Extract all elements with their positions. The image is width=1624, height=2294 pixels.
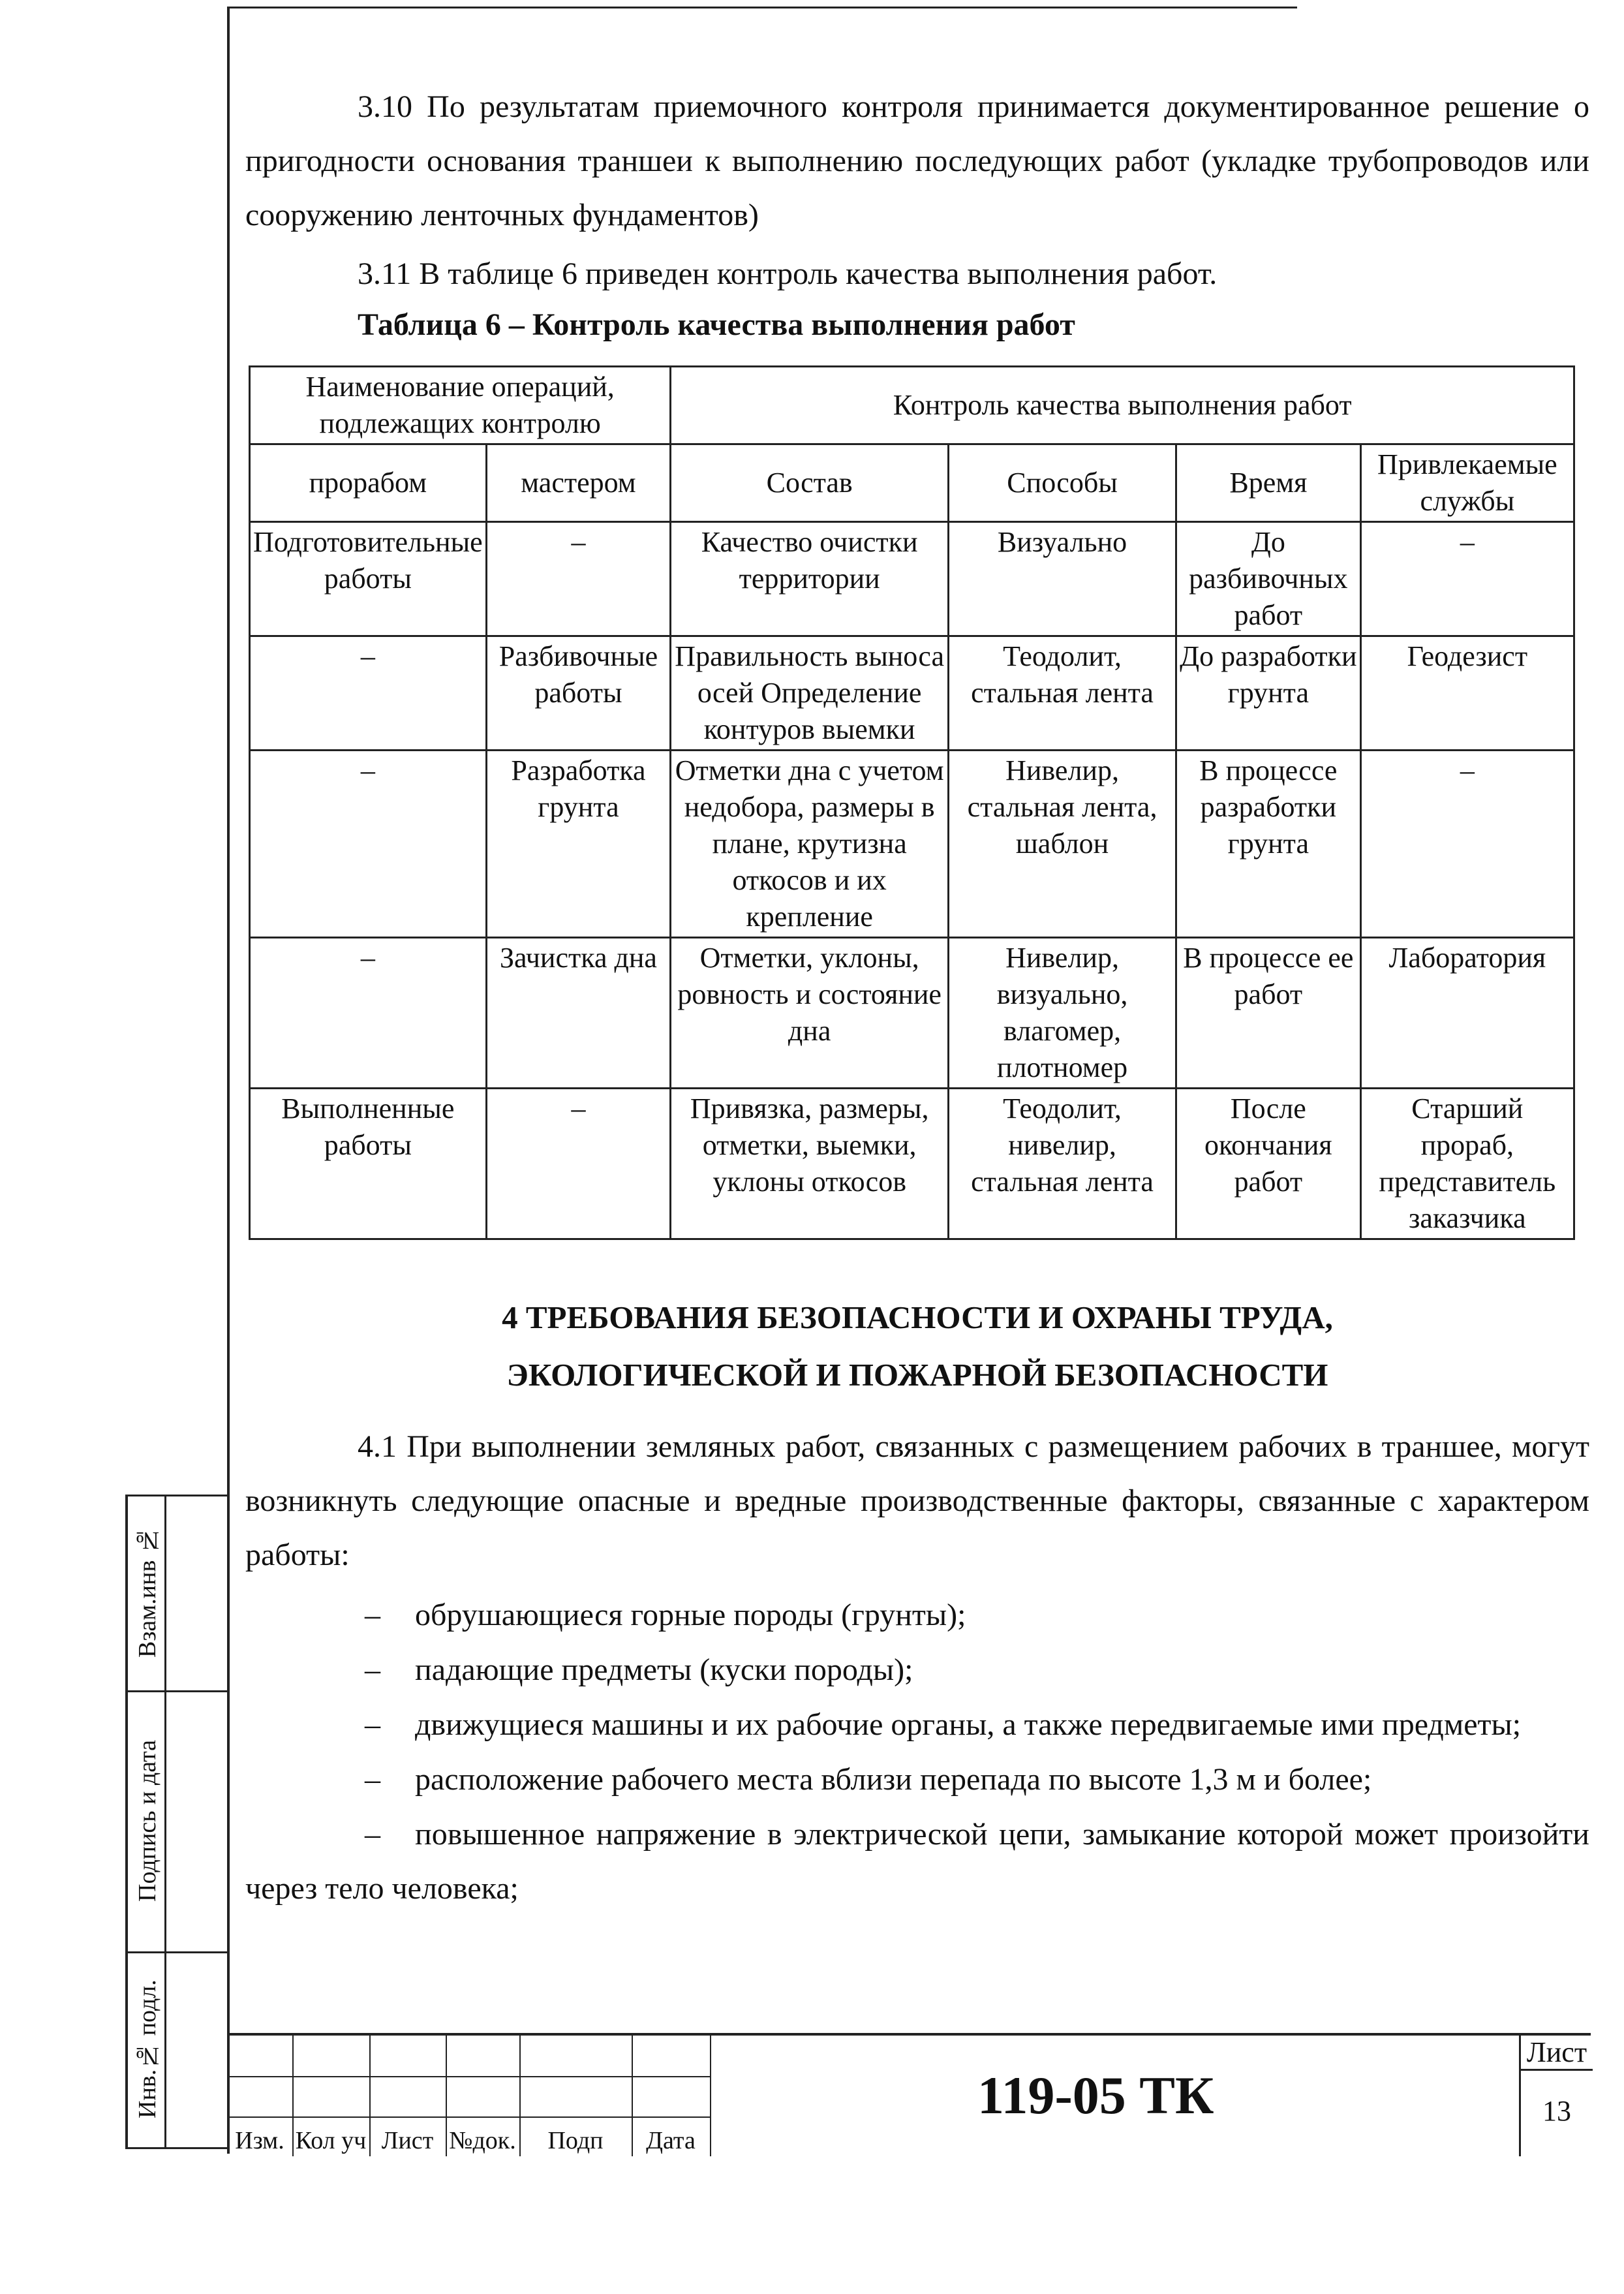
table-row <box>250 751 1574 938</box>
table-cell: – <box>250 938 487 1089</box>
grid-line <box>227 2116 710 2118</box>
table-cell: Геодезист <box>1360 636 1574 751</box>
table-cell: Привязка, размеры, отметки, выемки, уклоны откосов <box>671 1089 949 1239</box>
stamp-label: Кол уч <box>295 2127 367 2154</box>
quality-control-table <box>249 365 1575 1240</box>
column-header: прорабом <box>250 444 487 522</box>
list-item-text: падающие предметы (куски породы); <box>415 1652 913 1687</box>
section-heading-line2: ЭКОЛОГИЧЕСКОЙ И ПОЖАРНОЙ БЕЗОПАСНОСТИ <box>506 1357 1328 1393</box>
column-header: Состав <box>671 444 949 522</box>
list-dash: – <box>365 1817 380 1852</box>
title-block <box>227 2033 1591 2156</box>
stamp-label: Подп <box>547 2127 604 2154</box>
frame-top-border <box>227 7 1297 8</box>
table-cell: Выполненные работы <box>250 1089 487 1239</box>
sheet-box <box>1519 2036 1593 2156</box>
side-stamp-line <box>125 1690 227 1692</box>
table-cell: – <box>486 1089 671 1239</box>
table-row <box>250 1089 1574 1239</box>
paragraph-4-1: 4.1 При выполнении земляных работ, связанных с размещением рабочих в траншее, могут возникнуть следующие опасные и вредные производственные факторы, связанные с характером работы: <box>245 1429 1589 1572</box>
revision-grid <box>227 2036 710 2156</box>
side-stamp-line <box>125 2147 227 2149</box>
list-item <box>245 1643 1589 1697</box>
list-item <box>245 1588 1589 1642</box>
table-cell: Визуально <box>949 522 1176 636</box>
list-dash: – <box>365 1707 380 1742</box>
side-stamp-inner <box>164 1495 166 2147</box>
list-item-text: расположение рабочего места вблизи перепада по высоте 1,3 м и более; <box>415 1762 1372 1797</box>
table-cell: Отметки дна с учетом недобора, размеры в плане, крутизна откосов и их крепление <box>671 751 949 938</box>
section-heading-line1: 4 ТРЕБОВАНИЯ БЕЗОПАСНОСТИ И ОХРАНЫ ТРУДА, <box>502 1299 1333 1335</box>
column-header: Способы <box>949 444 1176 522</box>
grid-line <box>710 2036 711 2156</box>
column-header: мастером <box>486 444 671 522</box>
table-cell: – <box>486 522 671 636</box>
paragraph-3-10: 3.10 По результатам приемочного контроля принимается документированное решение о пригодности основания траншеи к выполнению последующих работ (укладке трубопроводов или сооружению ленточных фундаментов) <box>245 89 1589 232</box>
ops-group-header: Наименование операций, подлежащих контролю <box>250 367 671 444</box>
paragraph-3-11: 3.11 В таблице 6 приведен контроль качества выполнения работ. <box>358 256 1218 291</box>
document-code: 119-05 ТК <box>977 2066 1214 2125</box>
table-row <box>250 938 1574 1089</box>
grid-line <box>227 2076 710 2077</box>
inv-replacement-label: Взам.инв № <box>134 1527 161 1658</box>
list-dash: – <box>365 1762 380 1797</box>
table-cell: Старший прораб, представитель заказчика <box>1360 1089 1574 1239</box>
list-dash: – <box>365 1652 380 1687</box>
table-group-header-row <box>250 367 1574 444</box>
list-item <box>245 1807 1589 1915</box>
sheet-label: Лист <box>1521 2036 1593 2071</box>
table-cell: Качество очистки территории <box>671 522 949 636</box>
signature-date-label: Подпись и дата <box>134 1739 161 1902</box>
table-cell: В процессе ее работ <box>1176 938 1361 1089</box>
table-cell: Отметки, уклоны, ровность и состояние дна <box>671 938 949 1089</box>
table-cell: Подготовительные работы <box>250 522 487 636</box>
table-cell: – <box>1360 522 1574 636</box>
table-cell: Нивелир, стальная лента, шаблон <box>949 751 1176 938</box>
table-cell: До разработки грунта <box>1176 636 1361 751</box>
table-cell: В процессе разработки грунта <box>1176 751 1361 938</box>
table-cell: Лаборатория <box>1360 938 1574 1089</box>
control-group-header: Контроль качества выполнения работ <box>671 367 1574 444</box>
column-header: Привлекаемые службы <box>1360 444 1574 522</box>
table-column-header-row <box>250 444 1574 522</box>
table-cell: Зачистка дна <box>486 938 671 1089</box>
table-cell: После окончания работ <box>1176 1089 1361 1239</box>
list-item-text: движущиеся машины и их рабочие органы, а также передвигаемые ими предметы; <box>415 1707 1522 1742</box>
sheet-number: 13 <box>1542 2095 1571 2127</box>
stamp-label: Изм. <box>235 2127 284 2154</box>
table-cell: Разработка грунта <box>486 751 671 938</box>
list-dash: – <box>365 1598 380 1632</box>
list-item-text: обрушающиеся горные породы (грунты); <box>415 1598 966 1632</box>
table-cell: До разбивочных работ <box>1176 522 1361 636</box>
stamp-label: №док. <box>449 2127 516 2154</box>
list-item <box>245 1697 1589 1752</box>
table-caption: Таблица 6 – Контроль качества выполнения работ <box>358 307 1075 342</box>
frame-left-border <box>227 7 230 2154</box>
side-stamp-line <box>125 1495 227 1496</box>
table-row <box>250 522 1574 636</box>
table-row <box>250 636 1574 751</box>
table-cell: – <box>250 751 487 938</box>
list-item-text: повышенное напряжение в электрической цепи, замыкание которой может произойти через тело человека; <box>245 1817 1589 1906</box>
table-cell: – <box>1360 751 1574 938</box>
table-cell: Разбивочные работы <box>486 636 671 751</box>
list-item <box>245 1752 1589 1806</box>
table-cell: Правильность выноса осей Определение контуров выемки <box>671 636 949 751</box>
table-cell: Теодолит, нивелир, стальная лента <box>949 1089 1176 1239</box>
table-cell: Нивелир, визуально, влагомер, плотномер <box>949 938 1176 1089</box>
table-cell: Теодолит, стальная лента <box>949 636 1176 751</box>
column-header: Время <box>1176 444 1361 522</box>
stamp-label: Лист <box>381 2127 434 2154</box>
table-cell: – <box>250 636 487 751</box>
inv-original-label: Инв.№ подл. <box>134 1979 161 2119</box>
stamp-label: Дата <box>646 2127 696 2154</box>
side-stamp-line <box>125 1951 227 1953</box>
